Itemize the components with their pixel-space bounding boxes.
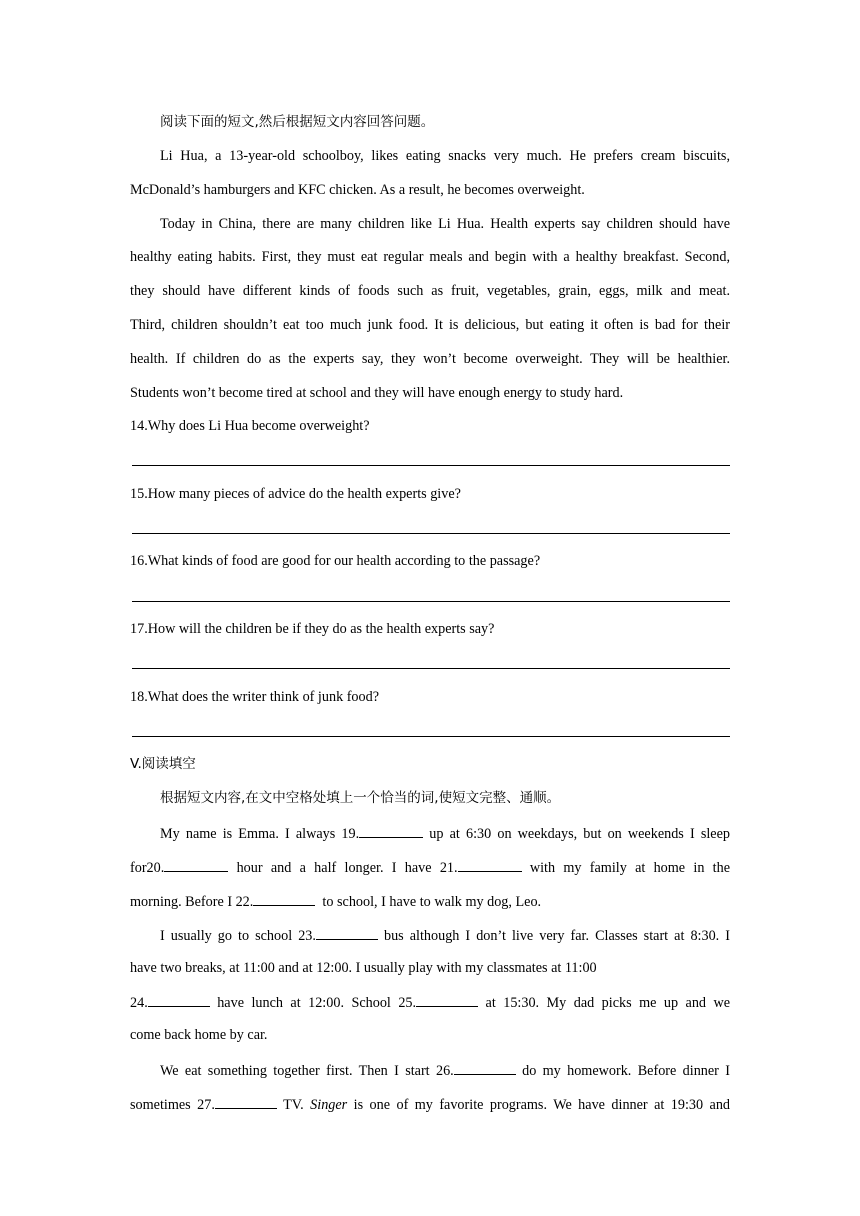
section-instruction: 根据短文内容,在文中空格处填上一个恰当的词,使短文完整、通顺。: [160, 790, 561, 806]
cloze-text: We eat something together first. Then I start 26.: [160, 1063, 454, 1079]
cloze-text: at 15:30. My dad picks me up and we: [485, 995, 731, 1011]
section-heading: V.阅读填空: [130, 756, 196, 772]
cloze-text: bus although I don’t live very far. Classes start at 8:30. I: [383, 928, 730, 944]
cloze-line: have two breaks, at 11:00 and at 12:00. I usually play with my classmates at 11:00: [130, 960, 597, 976]
cloze-text: for20.: [130, 860, 165, 876]
question-14: 14.Why does Li Hua become overweight?: [130, 418, 370, 434]
cloze-text: My name is Emma. I always 19.: [160, 826, 360, 842]
cloze-line: [130, 857, 730, 877]
reading-instruction: 阅读下面的短文,然后根据短文内容回答问题。: [160, 114, 435, 130]
cloze-text: do my homework. Before dinner I: [522, 1063, 730, 1079]
question-15: 15.How many pieces of advice do the health experts give?: [130, 486, 461, 502]
passage-line: Students won’t become tired at school and they will have enough energy to study hard.: [130, 385, 624, 401]
answer-line-15[interactable]: [132, 533, 730, 534]
cloze-text: with my family at home in the: [529, 860, 731, 876]
blank-24[interactable]: [148, 992, 210, 1007]
answer-line-18[interactable]: [132, 736, 730, 737]
blank-20[interactable]: [164, 857, 228, 872]
blank-25[interactable]: [416, 992, 478, 1007]
cloze-text: hour and a half longer. I have 21.: [236, 860, 458, 876]
passage-line: they should have different kinds of foods such as fruit, vegetables, grain, eggs, milk and meat.: [130, 283, 730, 299]
cloze-line: [130, 891, 730, 911]
answer-line-17[interactable]: [132, 668, 730, 669]
blank-26[interactable]: [454, 1060, 516, 1075]
blank-21[interactable]: [458, 857, 522, 872]
cloze-text: sometimes 27.: [130, 1097, 215, 1113]
answer-line-14[interactable]: [132, 465, 730, 466]
cloze-text: have lunch at 12:00. School 25.: [217, 995, 417, 1011]
cloze-text: to school, I have to walk my dog, Leo.: [322, 894, 542, 910]
cloze-line: [130, 925, 730, 945]
passage-line: McDonald’s hamburgers and KFC chicken. As a result, he becomes overweight.: [130, 182, 585, 198]
question-16: 16.What kinds of food are good for our health according to the passage?: [130, 553, 541, 569]
cloze-line: [130, 992, 730, 1012]
program-title: Singer: [310, 1097, 348, 1113]
cloze-text: 24.: [130, 995, 148, 1011]
question-18: 18.What does the writer think of junk food?: [130, 689, 380, 705]
answer-line-16[interactable]: [132, 601, 730, 602]
cloze-text: I usually go to school 23.: [160, 928, 316, 944]
cloze-line: [130, 1060, 730, 1080]
cloze-text: morning. Before I 22.: [130, 894, 254, 910]
blank-23[interactable]: [316, 925, 378, 940]
passage-line: Today in China, there are many children like Li Hua. Health experts say children should have: [160, 216, 730, 232]
cloze-text: TV.: [283, 1097, 304, 1113]
blank-22[interactable]: [253, 891, 315, 906]
cloze-text: up at 6:30 on weekdays, but on weekends I sleep: [429, 826, 730, 842]
blank-19[interactable]: [359, 823, 423, 838]
passage-line: Third, children shouldn’t eat too much junk food. It is delicious, but eating it often is bad for their: [130, 317, 730, 333]
cloze-line: come back home by car.: [130, 1027, 268, 1043]
cloze-line: [130, 1094, 730, 1114]
passage-line: healthy eating habits. First, they must eat regular meals and begin with a healthy breakfast. Second,: [130, 249, 730, 265]
cloze-line: [130, 823, 730, 843]
cloze-text: is one of my favorite programs. We have dinner at 19:30 and: [353, 1097, 731, 1113]
passage-line: Li Hua, a 13-year-old schoolboy, likes eating snacks very much. He prefers cream biscuits,: [160, 148, 730, 164]
blank-27[interactable]: [215, 1094, 277, 1109]
question-17: 17.How will the children be if they do as the health experts say?: [130, 621, 495, 637]
passage-line: health. If children do as the experts say, they won’t become overweight. They will be healthier.: [130, 351, 730, 367]
